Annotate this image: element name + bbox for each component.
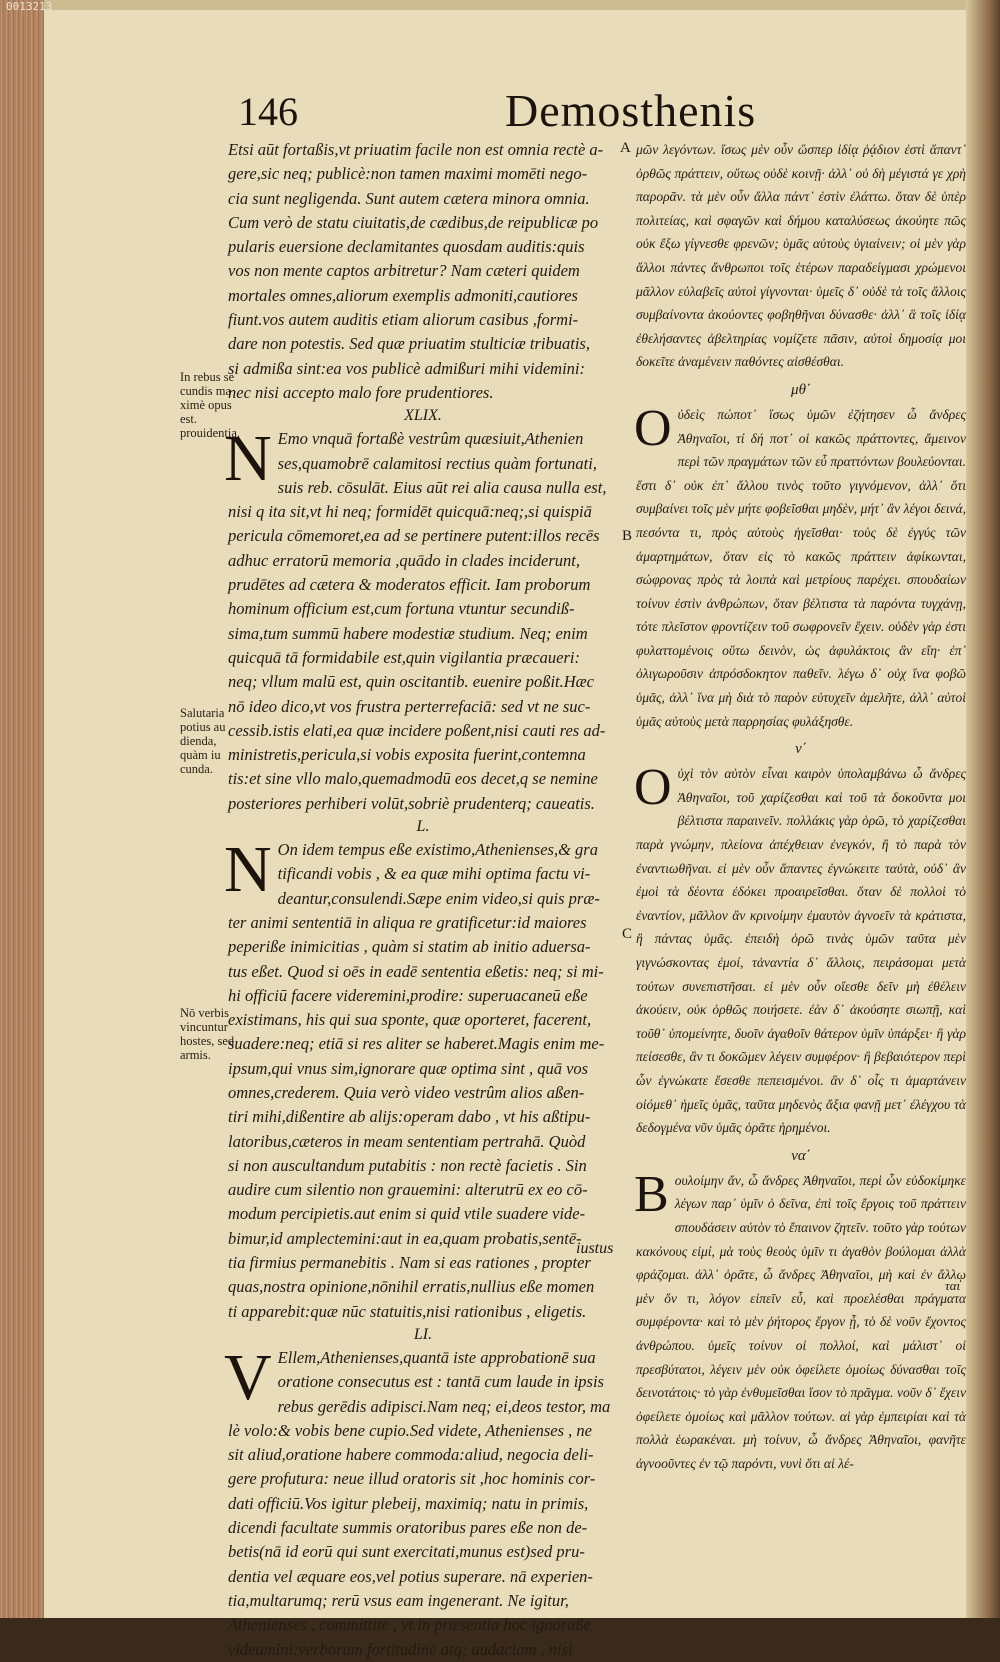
- latin-section-number: XLIX.: [404, 407, 442, 425]
- greek-section-text: [634, 399, 966, 733]
- latin-section-body: Ellem,Athenienses,quantā iste approbationē sua oratione consecutus est : tantā cum laude in ipsis rebus gerēdis adipisci.Nam neq; ei,deos testor, ma lè volo:& vobis bene cupio.Sed videte, Athenienses , ne sit aliud,oratione habere commoda:aliud, negocia deli- gere profutura: neue illud oratoris sit ,hoc hominis cor- dati officiū.Vos igitur plebeij, maximiq; natu in primis, dicendi facultate summis oratoribus pares eße non de- betis(nā id eorū qui sunt exercitati,munus est)sed pru- dentia vel æquare eos,vel potius superare. nā experien- tia,multarumq; rerū vsus eam ingenerant. Ne igitur, Athenienses , committite , vt in præsentia hoc ignoraße videamini:verborum fortitudinē atq; audaciam , nisi: [228, 1347, 611, 1659]
- greek-section-body: ὐχὶ τὸν αὐτὸν εἶναι καιρὸν ὑπολαμβάνω ὦ ἄνδρες Ἀθηναῖοι, τοῦ χαρίζεσθαι καὶ τοῦ τὰ δοκοῦντα μοι βέλτιστα παραινεῖν. πολλάκις γὰρ ὁρῶ, τὸ χαρίζεσθαι παρὰ γνώμην, πλείονα ἀπέχθειαν ἐνεγκόν, ἢ τὸ παρὰ τὸν ἐναντιωθῆναι. εἰ μὲν οὖν ἅπαντες ἐγνώκειτε ταὐτὰ, οὐδ᾽ ἂν ἐμοὶ τὰ δέοντα ἐδόκει προαιρεῖσθαι. ὅταν δὲ πολλοὶ τὸ ἐναντίον, μᾶλλον ἂν κρινοίμην ἐμαυτὸν ἀγνοεῖν τὰ κράτιστα, ἢ πάντας ὑμᾶς. ἐπειδὴ ὁρῶ τινὰς ὑμῶν ταῦτα μὲν γιγνώσκοντας ἐμοί, τἀναντία δ᾽ ἄλλοις, πειράσομαι μετὰ τούτων συνεπιστῆσαι. εἰ μὲν οὖν οἴεσθε δεῖν μὴ ἐθέλειν ἀκούειν, οὐκ ὀρθῶς ποιήσετε. ἐὰν δ᾽ ἀκούσητε σιωπῇ, καὶ τοῦθ᾽ ὑπομείνητε, δυοῖν ἀγαθοῖν θάτερον ὑμῖν ὑπάρξει· ἢ γὰρ πείσεσθε, ἂν τι δοκῶμεν λέγειν συμφέρον· ἢ βεβαιότερον περὶ ὧν ἐγνώκατε ἔσεσθε πεπεισμένοι. ἂν δ᾽ οἷς τι ἁμαρτάνειν οἰόμεθ᾽ ἡμεῖς ὑμᾶς, ταῦτα μηδενὸς ἄξια φανῇ μετ᾽ ἐλέγχου τὰ δεδογμένα νῦν ὑμᾶς ὁρᾶτε ἡρημένοι.: [636, 766, 966, 1136]
- margin-note-3: Nō verbis vincuntur hostes, sed armis.: [180, 1006, 235, 1062]
- drop-cap: N: [224, 833, 272, 907]
- top-shadow: [0, 0, 1000, 10]
- drop-cap: Β: [634, 1165, 669, 1223]
- latin-intro: Etsi aūt fortaßis,vt priuatim facile non est omnia rectè a- gere,sic neq; publicè:non tamen maximi momēti nego- cia sunt negligenda. Sunt autem cætera minora omnia. Cum verò de statu ciuitatis,de cædibus,de reipublicæ po pularis euersione declamitantes quosdam auditis:quis vos non mente captos arbitretur? Nam cæteri quidem mortales omnes,aliorum exemplis admoniti,cautiores fiunt.vos autem auditis etiam aliorum casibus ,formi- dare non potestis. Sed quæ priuatim stulticiæ tribuatis, si admißa sint:ea vos publicè admißuri mihi videmini: nec nisi accepto malo fore prudentiores.: [228, 140, 604, 402]
- greek-intro: μῶν λεγόντων. ἴσως μὲν οὖν ὥσπερ ἰδίᾳ ῥᾴδιον ἐστὶ ἅπαντ᾽ ὀρθῶς πράττειν, οὕτως οὐδὲ κοινῇ· ἀλλ᾽ οὐ δὴ μέγιστά γε χρὴ παρορᾶν. τὰ μὲν οὖν ἄλλα πάντ᾽ ἐστὶν ἐλάττω. ὅταν δὲ ὑπὲρ πολιτείας, καὶ σφαγῶν καὶ δήμου καταλύσεως ἀκούητε πῶς οὐκ ἔξω γίγνεσθε φρενῶν; ὑμᾶς αὐτοὺς ὑγιαίνειν; οἱ μὲν γὰρ ἄλλοι πάντες ἄνθρωποι τοῖς ἑτέρων παραδείγμασι χρώμενοι μᾶλλον εὐλαβεῖς αὐτοὶ γίγνονται· ὑμεῖς δ᾽ οὐδὲ τὰ τοῖς ἄλλοις συμβαίνοντα ἀκούοντες φοβηθῆναι δύνασθε· ἀλλ᾽ ἃ τοῖς ἰδίᾳ ἐθελήσαντες ἀβελτηρίας νομίζετε πᾶσιν, αὐτοὶ δημοσίᾳ μοι δοκεῖτε ἀναμένειν παθόντες αἰσθέσθαι.: [636, 142, 966, 370]
- latin-section-text: [224, 422, 618, 816]
- drop-cap: Ο: [634, 399, 672, 457]
- latin-section-text: [224, 1340, 618, 1662]
- page-fore-edge: [0, 0, 44, 1618]
- latin-catchword: iustus: [576, 1240, 614, 1257]
- page-number: 146: [238, 89, 298, 134]
- greek-catchword: ται: [945, 1278, 961, 1293]
- page-gutter: [966, 0, 1000, 1618]
- greek-section-number: ν΄: [795, 741, 807, 758]
- latin-section-number: LI.: [413, 1325, 433, 1343]
- greek-section-body: ὐδεὶς πώποτ᾽ ἴσως ὑμῶν ἐζήτησεν ὦ ἄνδρες Ἀθηναῖοι, τί δή ποτ᾽ οἱ κακῶς πράττοντες, ἄμεινον περὶ τῶν πραγμάτων τῶν εὖ πραττόντων βουλεύονται. ἔστι δ᾽ οὐκ ἐπ᾽ ἄλλου τινὸς τοῦτο γιγνόμενον, ἀλλ᾽ ὅτι συμβαίνει τοῖς μὲν μήτε φοβεῖσθαι μηδὲν, μήτ᾽ ἂν λέγοι δεινά, πεσόντα τι, πρὸς αὐτοὺς ἡγεῖσθαι· τοὺς δὲ ἐγγύς τῶν ἁμαρτημάτων, ὅταν εἰς τὸ κακῶς πράττειν ἀφίκωνται, σώφρονας πρὸς τὰ λοιπὰ καὶ μετρίους παρέχει. σπουδαίων τοίνυν ἐστὶν ἀνθρώπων, ὅταν βέλτιστα τὰ παρόντα τυγχάνῃ, τότε πλεῖστον φροντίζειν τοῦ σωφρονεῖν ἔχειν. οὐδὲν γὰρ ἐστι φυλαττομένοις οὕτω δεινὸν, ὡς ἀφυλάκτοις ἂν εἴη· ἐπ᾽ ὀλιγωροῦσιν ἀπρόσδοκητον παθεῖν. λέγω δ᾽ οὐχ ἵνα φοβῶ ὑμᾶς, ἀλλ᾽ ἵνα μὴ διὰ τὸ παρὸν εὐτυχεῖν ἀμελῆτε, ἀλλ᾽ αὐτοὶ ὑμᾶς αὐτοὺς μετὰ παρρησίας φυλάξησθε.: [636, 406, 966, 729]
- drop-cap: Ο: [634, 759, 672, 817]
- scan-id: 0013213: [6, 0, 53, 13]
- greek-section-body: ουλοίμην ἄν, ὦ ἄνδρες Ἀθηναῖοι, περὶ ὧν εὐδοκίμηκε λέγων παρ᾽ ὑμῖν ὁ δεῖνα, ἐπὶ τοῖς ἔργοις τοῦ πράττειν σπουδάσειν αὐτὸν τὸ ἔπαινον ζητεῖν. τοῦτο γὰρ τούτων κακόνους εἰμί, μὰ τοὺς θεοὺς ὑμῖν τι ἀγαθὸν βούλομαι ἀλλὰ φράζομαι. ἀλλ᾽ ὁρᾶτε, ὦ ἄνδρες Ἀθηναῖοι, μὴ καὶ ἐν ἄλλῳ μὲν ὄν τι, λόγον εἰπεῖν εὖ, καὶ προελέσθαι πράγματα συμφέροντα· καὶ τὸ μὲν ῥήτορος ἔργον ᾖ, τὸ δὲ νοῦν ἔχοντος ἀνθρώπου. ὑμεῖς τοίνυν οἱ πολλοί, καὶ μάλιστ᾽ οἱ πρεσβύτατοι, λέγειν μὲν οὐκ ὀφείλετε ὁμοίως δύνασθαι τοῖς δεινοτάτοις· τὸ γὰρ ἐνθυμεῖσθαι ἴσον τὸ πρᾶγμα. νοῦν δ᾽ ἔχειν ὀφείλετε ὁμοίως καὶ μᾶλλον τούτων. αἱ γὰρ ἐμπειρίαι καὶ τὰ πολλὰ ἑωρακέναι. μὴ τοίνυν, ὦ ἄνδρες Ἀθηναῖοι, φανῆτε ἀγνοοῦντες ἐν τῷ παρόντι, νυνὶ ὅτι αἱ λέ-: [636, 1172, 966, 1471]
- latin-section-body: On idem tempus eße existimo,Athenienses,& gra tificandi vobis , & ea quæ mihi optima factu vi- deantur,consulendi.Sæpe enim video,si quis præ- ter animi sententiā in aliqua re gratificetur:id maiores peperiße inimicitias , quàm si statim ab initio aduersa- tus eßet. Quod si oēs in eadē sententia eßetis: neq; si mi- hi officiū facere videremini,prodire: superuacaneū eße existimans, his qui sua sponte, quæ oporteret, facerent, suadere:neq; etiā si res aliter se haberet.Magis enim me- ipsum,qui vnus sim,ignorare quæ optima sint , quā vos omnes,crederem. Quia verò video vestrûm alios aßen- tiri mihi,dißentire ab alijs:operam dabo , vt his aßtipu- latoribus,cæteros in meam sententiam pertrahā. Quòd si non auscultandum putabitis : non rectè facietis . Sin audire cum silentio non grauemini: alterutrū ex eo cō- modum percipietis.aut enim si quid vtile suadere vide- bimur,id amplectemini:aut in ea,quam probatis,sentē- tia firmius permanebitis . Nam si eas rationes , propter quas,nostra opinione,nōnihil erratis,nullius eße momen ti apparebit:quæ nūc statuitis,nisi rationibus , eligetis.: [228, 840, 605, 1321]
- drop-cap: N: [224, 422, 272, 496]
- greek-section-number: να΄: [791, 1147, 811, 1164]
- latin-column: [224, 138, 618, 1662]
- greek-section-text: [634, 1165, 966, 1476]
- margin-note-1: In rebus se cundis ma ximè opus est. prouidentia.: [180, 370, 241, 440]
- greek-section-text: [634, 759, 966, 1140]
- margin-letter-a: A: [620, 140, 631, 156]
- greek-column: [636, 138, 966, 1475]
- margin-letter-b: B: [622, 528, 633, 544]
- latin-section-text: [224, 833, 618, 1324]
- running-title: Demosthenis: [505, 85, 757, 136]
- latin-section-body: Emo vnquā fortaßè vestrûm quæsiuit,Athenien ses,quamobrē calamitosi rectius quàm fortunati, suis reb. cōsulāt. Eius aūt rei alia causa nulla est, nisi q ita sit,vt hi neq; formidēt quicquā:neq;,si quispiā pericula cōmemoret,ea ad se pertinere putent:illos recēs adhuc erratorū memoria ,quādo in clades inciderunt, prudētes ad cætera & moderatos efficit. Iam proborum hominum officium est,cum fortuna vtuntur secundiß- sima,tum summū habere modestiæ studium. Neq; enim quicquā tā formidabile est,quin vigilantia præcaueri: neq; vllum malū est, quin oscitantib. euenire poßit.Hæc nō ideo dico,vt vos frustra perterrefaciā: sed vt ne suc- cessib.istis elati,ea quæ incidere poßent,nisi cauti res ad- ministretis,pericula,si vobis exposita fuerint,contemna tis:et sine vllo malo,quemadmodū eos decet,q se nemine posteriores perhiberi volūt,sobriè prudenterq; caueatis.: [228, 429, 607, 813]
- greek-section-number: μθ΄: [791, 381, 811, 398]
- drop-cap: V: [224, 1340, 272, 1414]
- margin-letter-c: C: [622, 926, 633, 942]
- margin-note-2: Salutaria potius au dienda, quàm iu cunda.: [180, 706, 226, 776]
- latin-section-number: L.: [416, 818, 430, 836]
